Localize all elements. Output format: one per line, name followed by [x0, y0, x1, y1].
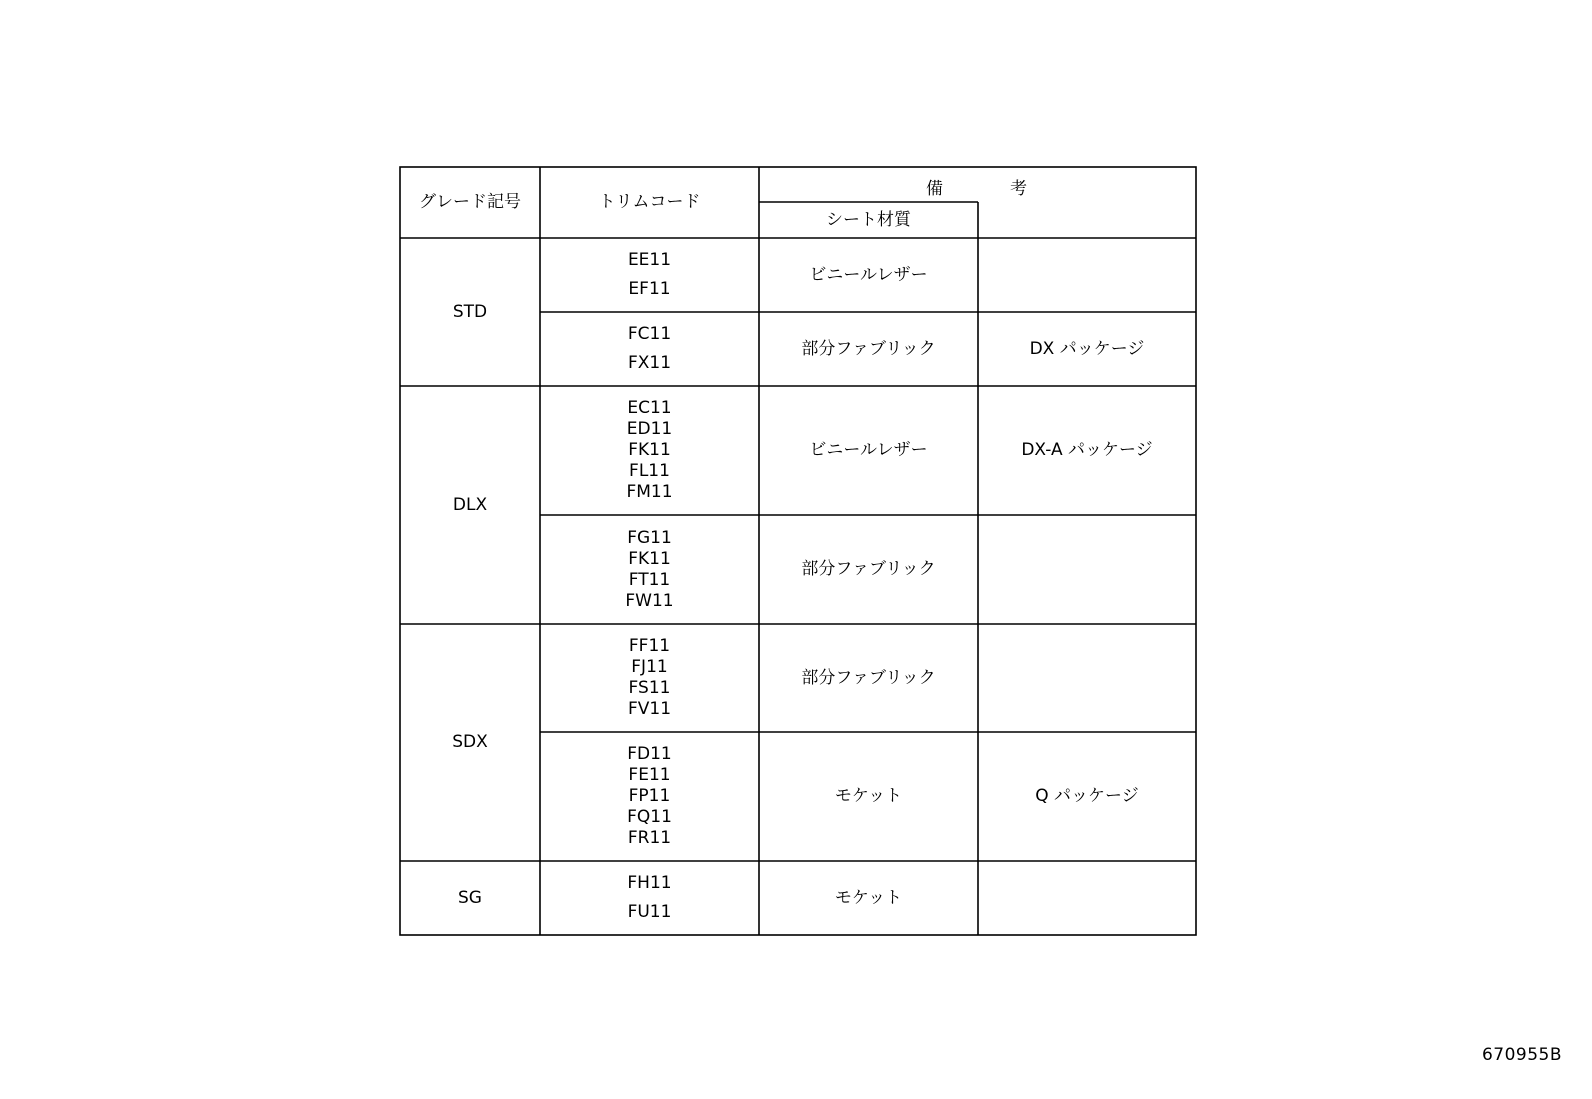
seat-material-cell: 部分ファブリック	[801, 338, 936, 359]
trim-code: FE11	[628, 765, 671, 785]
header-remarks-char-1: 備	[926, 179, 943, 199]
trim-code: FP11	[628, 786, 671, 806]
trim-code: FC11	[627, 324, 672, 344]
remark-cell	[978, 624, 1196, 732]
grade-cell-sdx: SDX	[452, 732, 488, 752]
seat-material-cell: 部分ファブリック	[801, 559, 936, 579]
seat-material-cell: モケット	[834, 786, 903, 806]
trim-code: FL11	[629, 461, 670, 481]
trim-code: FH11	[627, 873, 672, 893]
trim-code: FU11	[627, 902, 672, 922]
grade-cell-std: STD	[452, 301, 488, 322]
trim-code: EE11	[627, 250, 672, 270]
trim-code: FG11	[627, 527, 672, 548]
grade-cell-dlx: DLX	[452, 494, 488, 515]
trim-code-cell	[540, 861, 759, 935]
remark-cell	[978, 515, 1196, 624]
header-remarks-char-2: 考	[1010, 179, 1027, 199]
remark-cell: Q パッケージ	[1035, 786, 1139, 806]
trim-code-cell	[540, 238, 759, 312]
trim-code: FQ11	[627, 807, 672, 827]
header-trim-code: トリムコード	[598, 192, 701, 212]
seat-material-cell: モケット	[834, 887, 903, 908]
trim-code-cell	[540, 515, 759, 624]
remark-cell	[978, 238, 1196, 312]
remark-cell	[978, 861, 1196, 935]
trim-code: FT11	[628, 569, 671, 590]
trim-code: ED11	[626, 419, 673, 439]
trim-code: FR11	[627, 828, 672, 848]
remark-cell: DX-A パッケージ	[1021, 440, 1153, 460]
trim-code-cell	[540, 732, 759, 861]
trim-code-cell	[540, 312, 759, 386]
trim-code: FF11	[628, 636, 671, 656]
remark-cell: DX パッケージ	[1029, 338, 1145, 359]
header-grade: グレード記号	[419, 192, 521, 212]
trim-code: EC11	[627, 398, 672, 418]
trim-code: EF11	[628, 279, 671, 299]
trim-code: FS11	[628, 678, 671, 698]
trim-code: FD11	[627, 744, 672, 764]
trim-code: FK11	[628, 548, 671, 569]
trim-code: FK11	[628, 440, 671, 460]
trim-code: FV11	[627, 699, 672, 719]
trim-code-cell	[540, 386, 759, 515]
seat-material-cell: 部分ファブリック	[801, 667, 936, 688]
trim-code: FM11	[626, 482, 673, 502]
document-id: 670955B	[1481, 1045, 1562, 1065]
trim-code: FJ11	[631, 657, 668, 677]
grade-cell-sg: SG	[458, 887, 482, 908]
trim-code: FX11	[627, 353, 672, 373]
header-seat-material: シート材質	[826, 209, 911, 230]
seat-material-cell: ビニールレザー	[809, 440, 928, 460]
seat-material-cell: ビニールレザー	[809, 264, 928, 285]
trim-code-cell	[540, 624, 759, 732]
trim-code: FW11	[625, 590, 674, 611]
